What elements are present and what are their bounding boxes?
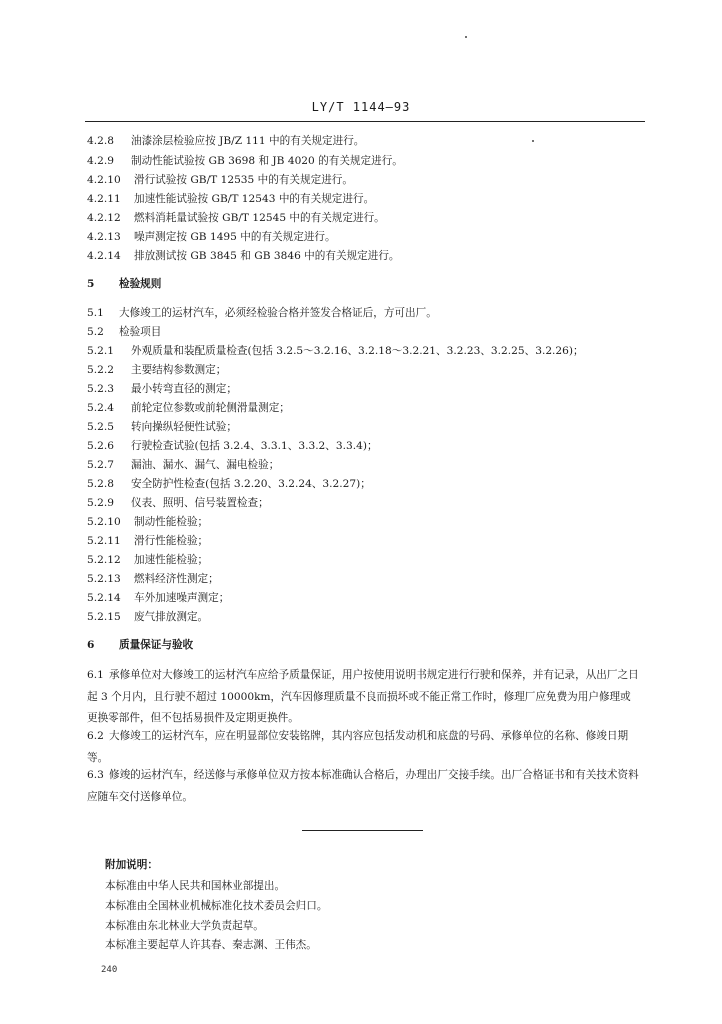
clause-4-2-9	[87, 154, 403, 169]
clause-text: 滑行性能检验；	[134, 535, 209, 547]
clause-4-2-13	[87, 230, 336, 245]
clause-text: 安全防护性检查(包括 3.2.20、3.2.24、3.2.27)；	[131, 478, 371, 490]
clause-text: 最小转弯直径的测定；	[131, 383, 237, 395]
clause-number: 5.2.13	[87, 573, 121, 585]
clause-4-2-10	[87, 173, 353, 188]
clause-number: 5.2.2	[87, 364, 114, 376]
clause-number: 5.2.4	[87, 402, 114, 414]
header-rule	[85, 121, 645, 122]
section-title: 检验规则	[119, 278, 162, 290]
clause-text: 滑行试验按 GB/T 12535 中的有关规定进行。	[134, 174, 353, 186]
clause-4-2-14	[87, 249, 400, 264]
clause-number: 5.2.10	[87, 516, 121, 528]
clause-5-2-12	[87, 553, 208, 568]
clause-number: 5.2.11	[87, 535, 121, 547]
clause-text: 修竣的运材汽车，经送修与承修单位双方按本标准确认合格后，办理出厂交接手续。出厂合格证书和有关技术资料应随车交付送修单位。	[87, 769, 639, 803]
clause-5-2-11	[87, 534, 208, 549]
clause-number: 5.2.1	[87, 345, 114, 357]
notes-title: 附加说明：	[105, 859, 158, 871]
clause-text: 前轮定位参数或前轮侧滑量测定；	[131, 402, 290, 414]
section-5-heading	[87, 277, 161, 292]
clause-text: 排放测试按 GB 3845 和 GB 3846 中的有关规定进行。	[134, 250, 400, 262]
clause-text: 油漆涂层检验应按 JB/Z 111 中的有关规定进行。	[131, 135, 365, 147]
section-6-heading	[87, 638, 193, 653]
clause-number: 5.2.3	[87, 383, 114, 395]
clause-text: 燃料经济性测定；	[134, 573, 219, 585]
clause-text: 大修竣工的运材汽车，应在明显部位安装铭牌，其内容应包括发动机和底盘的号码、承修单位的名称、修竣日期等。	[87, 730, 629, 764]
clause-6-2	[87, 726, 639, 769]
clause-5-2-8	[87, 477, 371, 492]
clause-text: 仪表、照明、信号装置检查；	[131, 497, 269, 509]
clause-number: 4.2.13	[87, 231, 121, 243]
section-number: 6	[87, 639, 95, 651]
clause-number: 5.1	[87, 307, 104, 319]
clause-number: 6.3	[87, 769, 104, 781]
clause-5-2-6	[87, 439, 378, 454]
clause-text: 大修竣工的运材汽车，必须经检验合格并签发合格证后，方可出厂。	[119, 307, 437, 319]
clause-number: 4.2.14	[87, 250, 121, 262]
clause-4-2-8	[87, 134, 364, 149]
clause-5-2-3	[87, 382, 237, 397]
page-number: 240	[101, 965, 118, 975]
clause-5-2	[87, 325, 161, 340]
standard-code-header: LY/T 1144—93	[311, 100, 411, 114]
clause-number: 5.2.9	[87, 497, 114, 509]
clause-text: 废气排放测定。	[134, 611, 209, 623]
note-line: 本标准由东北林业大学负责起草。	[105, 920, 264, 932]
clause-number: 5.2	[87, 326, 104, 338]
clause-5-2-15	[87, 610, 208, 625]
note-line: 本标准主要起草人许其春、秦志渊、王伟杰。	[105, 939, 317, 951]
note-line: 本标准由中华人民共和国林业部提出。	[105, 880, 286, 892]
section-number: 5	[87, 278, 95, 290]
clause-5-2-4	[87, 401, 290, 416]
clause-text: 制动性能试验按 GB 3698 和 JB 4020 的有关规定进行。	[131, 155, 403, 167]
clause-4-2-12	[87, 211, 385, 226]
clause-6-3	[87, 765, 639, 808]
clause-number: 5.2.12	[87, 554, 121, 566]
clause-number: 4.2.9	[87, 155, 114, 167]
clause-number: 5.2.6	[87, 440, 114, 452]
clause-6-1	[87, 665, 639, 730]
clause-5-2-9	[87, 496, 269, 511]
clause-5-2-2	[87, 363, 226, 378]
clause-text: 主要结构参数测定；	[131, 364, 227, 376]
clause-number: 6.2	[87, 730, 104, 742]
clause-5-1	[87, 306, 437, 321]
clause-text: 制动性能检验；	[134, 516, 209, 528]
clause-number: 4.2.8	[87, 135, 114, 147]
clause-number: 5.2.15	[87, 611, 121, 623]
clause-number: 5.2.8	[87, 478, 114, 490]
clause-number: 5.2.7	[87, 459, 114, 471]
clause-5-2-5	[87, 420, 237, 435]
clause-text: 检验项目	[119, 326, 162, 338]
note-line: 本标准由全国林业机械标准化技术委员会归口。	[105, 900, 328, 912]
clause-5-2-1	[87, 344, 584, 359]
clause-number: 6.1	[87, 669, 104, 681]
end-divider	[302, 830, 423, 831]
clause-number: 4.2.10	[87, 174, 121, 186]
clause-text: 加速性能检验；	[134, 554, 209, 566]
clause-text: 转向操纵轻便性试验；	[131, 421, 237, 433]
clause-text: 漏油、漏水、漏气、漏电检验；	[131, 459, 280, 471]
clause-number: 5.2.14	[87, 592, 121, 604]
clause-text: 外观质量和装配质量检查(包括 3.2.5～3.2.16、3.2.18～3.2.21、3.2.23、3.2.25、3.2.26)；	[131, 345, 584, 357]
clause-text: 承修单位对大修竣工的运材汽车应给予质量保证，用户按使用说明书规定进行行驶和保养，并有记录，从出厂之日起 3 个月内，且行驶不超过 10000km，汽车因修理质量不良而损坏或不能正常工作时，修理厂应免费为用户修理或更换零部件，但不包括易损件及定期更换件。	[87, 669, 639, 724]
clause-number: 5.2.5	[87, 421, 114, 433]
clause-5-2-7	[87, 458, 279, 473]
clause-5-2-14	[87, 591, 229, 606]
clause-text: 燃料消耗量试验按 GB/T 12545 中的有关规定进行。	[134, 212, 385, 224]
section-title: 质量保证与验收	[119, 639, 194, 651]
clause-text: 噪声测定按 GB 1495 中的有关规定进行。	[134, 231, 336, 243]
clause-text: 加速性能试验按 GB/T 12543 中的有关规定进行。	[134, 193, 375, 205]
clause-5-2-10	[87, 515, 208, 530]
clause-text: 行驶检查试验(包括 3.2.4、3.3.1、3.3.2、3.3.4)；	[131, 440, 378, 452]
clause-number: 4.2.11	[87, 193, 121, 205]
scan-speck	[532, 140, 534, 142]
clause-4-2-11	[87, 192, 374, 207]
clause-text: 车外加速噪声测定；	[134, 592, 230, 604]
clause-number: 4.2.12	[87, 212, 121, 224]
clause-5-2-13	[87, 572, 219, 587]
scan-speck	[465, 36, 467, 38]
